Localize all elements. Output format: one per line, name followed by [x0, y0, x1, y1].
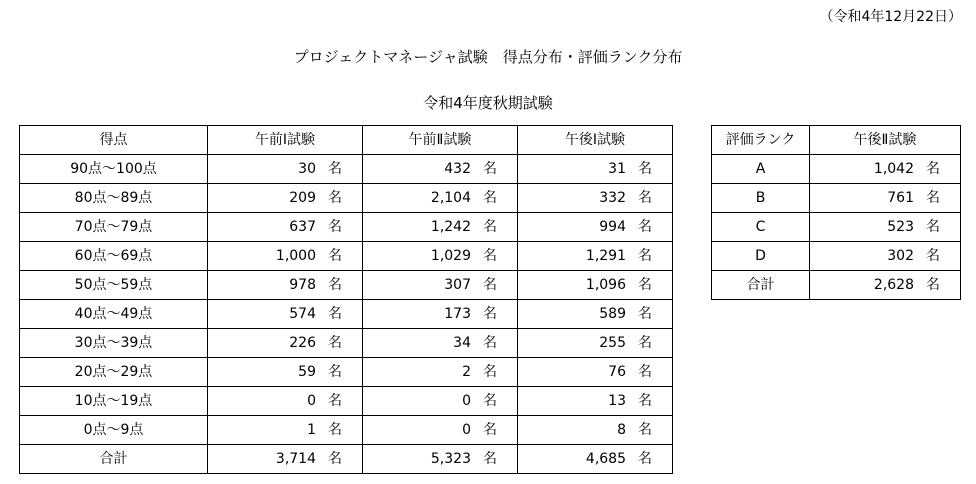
rank-label: A: [712, 155, 810, 184]
unit-label: 名: [638, 451, 652, 467]
table-row: [20, 155, 673, 184]
unit-label: 名: [638, 393, 652, 409]
header-pm2: 午後Ⅱ試験: [810, 126, 961, 155]
table-row: [20, 445, 673, 474]
unit-label: 名: [483, 306, 497, 322]
am2-count: [363, 445, 518, 474]
header-pm1: 午後Ⅰ試験: [518, 126, 673, 155]
score-range: 50点～59点: [20, 271, 208, 300]
unit-label: 名: [483, 422, 497, 438]
score-range: 合計: [20, 445, 208, 474]
table-row: [20, 300, 673, 329]
release-date: （令和4年12月22日）: [819, 9, 962, 25]
pm2-count: [810, 271, 961, 300]
unit-label: 名: [638, 422, 652, 438]
am2-count-value: 0: [462, 422, 471, 438]
pm1-count-value: 589: [599, 306, 626, 322]
am1-count: [208, 242, 363, 271]
rank-distribution-table: [711, 125, 961, 300]
unit-label: 名: [926, 277, 940, 293]
pm1-count: [518, 213, 673, 242]
am1-count: [208, 445, 363, 474]
unit-label: 名: [328, 277, 342, 293]
am1-count-value: 1: [307, 422, 316, 438]
pm2-count: [810, 155, 961, 184]
unit-label: 名: [638, 248, 652, 264]
am2-count: [363, 271, 518, 300]
unit-label: 名: [328, 451, 342, 467]
pm1-count-value: 76: [608, 364, 626, 380]
pm1-count-value: 255: [599, 335, 626, 351]
score-range: 0点～9点: [20, 416, 208, 445]
unit-label: 名: [926, 190, 940, 206]
pm2-count: [810, 184, 961, 213]
unit-label: 名: [483, 161, 497, 177]
table-header-row: [20, 126, 673, 155]
pm1-count-value: 994: [599, 219, 626, 235]
am1-count-value: 226: [289, 335, 316, 351]
table-row: [20, 329, 673, 358]
am2-count-value: 1,242: [430, 219, 471, 235]
pm1-count-value: 1,096: [585, 277, 626, 293]
pm1-count-value: 13: [608, 393, 626, 409]
am2-count: [363, 358, 518, 387]
am2-count: [363, 387, 518, 416]
rank-label: 合計: [712, 271, 810, 300]
am2-count: [363, 329, 518, 358]
pm1-count-value: 31: [608, 161, 626, 177]
pm1-count: [518, 387, 673, 416]
header-am2: 午前Ⅱ試験: [363, 126, 518, 155]
pm1-count-value: 4,685: [585, 451, 626, 467]
unit-label: 名: [638, 364, 652, 380]
am2-count-value: 2: [462, 364, 471, 380]
pm2-count-value: 761: [887, 190, 914, 206]
am1-count: [208, 300, 363, 329]
am1-count: [208, 416, 363, 445]
unit-label: 名: [638, 306, 652, 322]
unit-label: 名: [926, 219, 940, 235]
am1-count: [208, 358, 363, 387]
pm2-count-value: 302: [887, 248, 914, 264]
am1-count-value: 978: [289, 277, 316, 293]
am2-count-value: 34: [453, 335, 471, 351]
pm2-count-value: 523: [887, 219, 914, 235]
rank-label: D: [712, 242, 810, 271]
rank-label: C: [712, 213, 810, 242]
table-row: [712, 213, 961, 242]
pm1-count: [518, 155, 673, 184]
unit-label: 名: [328, 364, 342, 380]
am1-count: [208, 387, 363, 416]
am2-count-value: 432: [444, 161, 471, 177]
am1-count-value: 574: [289, 306, 316, 322]
unit-label: 名: [328, 219, 342, 235]
am1-count: [208, 329, 363, 358]
unit-label: 名: [926, 161, 940, 177]
am2-count: [363, 242, 518, 271]
am1-count-value: 0: [307, 393, 316, 409]
pm1-count-value: 1,291: [585, 248, 626, 264]
am1-count-value: 30: [298, 161, 316, 177]
am2-count-value: 173: [444, 306, 471, 322]
unit-label: 名: [483, 190, 497, 206]
unit-label: 名: [328, 422, 342, 438]
page-title: プロジェクトマネージャ試験 得点分布・評価ランク分布: [293, 48, 683, 66]
score-range: 30点～39点: [20, 329, 208, 358]
table-row: [712, 184, 961, 213]
unit-label: 名: [638, 277, 652, 293]
am2-count: [363, 155, 518, 184]
table-header-row: [712, 126, 961, 155]
table-row: [712, 271, 961, 300]
am2-count: [363, 300, 518, 329]
unit-label: 名: [328, 248, 342, 264]
score-distribution-table: [19, 125, 673, 474]
header-rank: 評価ランク: [712, 126, 810, 155]
unit-label: 名: [483, 277, 497, 293]
score-range: 10点～19点: [20, 387, 208, 416]
pm1-count: [518, 329, 673, 358]
pm1-count: [518, 445, 673, 474]
pm1-count-value: 8: [617, 422, 626, 438]
score-range: 70点～79点: [20, 213, 208, 242]
unit-label: 名: [328, 190, 342, 206]
unit-label: 名: [328, 393, 342, 409]
am2-count: [363, 184, 518, 213]
am2-count-value: 1,029: [430, 248, 471, 264]
table-row: [712, 242, 961, 271]
unit-label: 名: [926, 248, 940, 264]
unit-label: 名: [483, 451, 497, 467]
score-range: 20点～29点: [20, 358, 208, 387]
am2-count-value: 5,323: [430, 451, 471, 467]
am2-count-value: 2,104: [430, 190, 471, 206]
pm1-count: [518, 271, 673, 300]
score-range: 80点～89点: [20, 184, 208, 213]
pm2-count-value: 1,042: [873, 161, 914, 177]
table-row: [20, 271, 673, 300]
table-row: [20, 184, 673, 213]
table-row: [20, 358, 673, 387]
unit-label: 名: [328, 306, 342, 322]
am1-count-value: 637: [289, 219, 316, 235]
pm1-count: [518, 358, 673, 387]
unit-label: 名: [483, 335, 497, 351]
am1-count: [208, 184, 363, 213]
pm2-count-value: 2,628: [873, 277, 914, 293]
unit-label: 名: [638, 161, 652, 177]
rank-table-body: [712, 155, 961, 300]
score-table-body: [20, 155, 673, 474]
am2-count-value: 307: [444, 277, 471, 293]
unit-label: 名: [483, 219, 497, 235]
pm2-count: [810, 213, 961, 242]
unit-label: 名: [483, 364, 497, 380]
table-row: [712, 155, 961, 184]
pm1-count-value: 332: [599, 190, 626, 206]
table-row: [20, 213, 673, 242]
score-range: 90点～100点: [20, 155, 208, 184]
score-range: 60点～69点: [20, 242, 208, 271]
pm1-count: [518, 184, 673, 213]
rank-label: B: [712, 184, 810, 213]
page-subtitle: 令和4年度秋期試験: [423, 94, 553, 112]
table-row: [20, 387, 673, 416]
unit-label: 名: [638, 335, 652, 351]
header-score: 得点: [20, 126, 208, 155]
unit-label: 名: [638, 190, 652, 206]
am2-count: [363, 213, 518, 242]
am1-count-value: 3,714: [275, 451, 316, 467]
pm2-count: [810, 242, 961, 271]
unit-label: 名: [483, 248, 497, 264]
score-range: 40点～49点: [20, 300, 208, 329]
am1-count: [208, 213, 363, 242]
unit-label: 名: [638, 219, 652, 235]
am1-count-value: 1,000: [275, 248, 316, 264]
pm1-count: [518, 300, 673, 329]
am2-count-value: 0: [462, 393, 471, 409]
table-row: [20, 416, 673, 445]
unit-label: 名: [328, 335, 342, 351]
unit-label: 名: [483, 393, 497, 409]
am1-count-value: 209: [289, 190, 316, 206]
am1-count: [208, 271, 363, 300]
pm1-count: [518, 242, 673, 271]
unit-label: 名: [328, 161, 342, 177]
am2-count: [363, 416, 518, 445]
am1-count: [208, 155, 363, 184]
am1-count-value: 59: [298, 364, 316, 380]
table-row: [20, 242, 673, 271]
header-am1: 午前Ⅰ試験: [208, 126, 363, 155]
pm1-count: [518, 416, 673, 445]
